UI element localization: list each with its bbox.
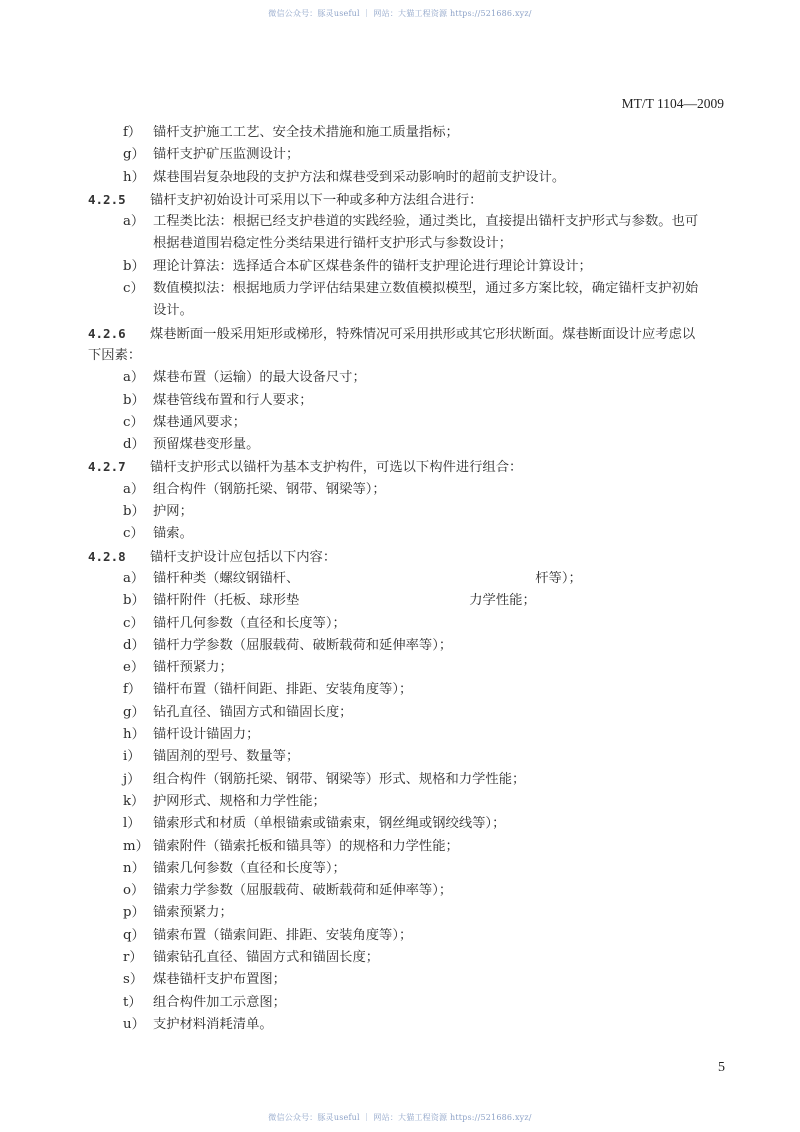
section-continuation: 下因素： xyxy=(88,347,142,363)
item-label: a） xyxy=(123,214,145,230)
section-number: 4.2.5 xyxy=(88,191,126,207)
page-number: 5 xyxy=(718,1060,725,1075)
item-text: 锚杆布置（锚杆间距、排距、安装角度等）； xyxy=(153,682,413,698)
list-item xyxy=(90,947,740,969)
list-item xyxy=(90,501,740,523)
item-text: 锚杆预紧力； xyxy=(153,660,233,676)
item-label: l） xyxy=(123,816,141,832)
item-label: e） xyxy=(123,660,145,676)
item-label: m） xyxy=(123,838,149,854)
item-label: c） xyxy=(123,281,144,297)
item-text: 煤巷通风要求； xyxy=(153,414,247,430)
item-label: r） xyxy=(123,949,143,965)
section-number: 4.2.8 xyxy=(88,548,126,564)
list-item xyxy=(90,702,740,724)
item-text: 锚杆种类（螺纹钢锚杆、 xyxy=(153,570,300,586)
item-text: 锚索力学参数（屈服载荷、破断载荷和延伸率等）； xyxy=(153,883,453,899)
item-text: 预留煤巷变形量。 xyxy=(153,437,260,453)
item-label: t） xyxy=(123,994,142,1010)
list-item xyxy=(90,613,740,635)
item-text: 锚杆支护矿压监测设计； xyxy=(153,147,300,163)
item-label: o） xyxy=(123,883,145,899)
item-label: k） xyxy=(123,793,145,809)
list-item xyxy=(90,122,740,144)
section-number: 4.2.7 xyxy=(88,459,126,475)
list-item xyxy=(90,1014,740,1036)
list-item xyxy=(90,390,740,412)
item-label: b） xyxy=(123,593,145,609)
item-text: 数值模拟法：根据地质力学评估结果建立数值模拟模型，通过多方案比较，确定锚杆支护初始 xyxy=(153,281,699,297)
section-text: 锚杆支护初始设计可采用以下一种或多种方法组合进行： xyxy=(150,192,483,208)
item-text: 锚杆几何参数（直径和长度等）； xyxy=(153,615,346,631)
list-item xyxy=(90,479,740,501)
document-body xyxy=(90,122,740,1036)
item-label: f） xyxy=(123,125,142,140)
list-item xyxy=(90,523,740,545)
section-text: 锚杆支护设计应包括以下内容： xyxy=(150,549,337,565)
list-item xyxy=(90,657,740,679)
section-4-2-8 xyxy=(88,546,740,568)
list-item xyxy=(90,412,740,434)
list-item xyxy=(90,925,740,947)
section-4-2-5 xyxy=(88,189,740,211)
list-item xyxy=(90,880,740,902)
item-label: p） xyxy=(123,905,145,921)
item-label: c） xyxy=(123,526,144,542)
item-text: 组合构件加工示意图； xyxy=(153,994,286,1010)
standard-number: MT/T 1104—2009 xyxy=(621,96,724,111)
item-label: s） xyxy=(123,972,144,988)
item-text: 锚索布置（锚索间距、排距、安装角度等）； xyxy=(153,927,413,943)
list-item xyxy=(90,256,740,278)
item-label: c） xyxy=(123,414,144,430)
item-text: 煤巷锚杆支护布置图； xyxy=(153,972,286,988)
list-item xyxy=(90,969,740,991)
list-item xyxy=(90,791,740,813)
item-text: 煤巷管线布置和行人要求； xyxy=(153,392,313,408)
item-label: b） xyxy=(123,392,145,408)
item-label: g） xyxy=(123,704,145,720)
item-text: 煤巷布置（运输）的最大设备尺寸； xyxy=(153,370,366,386)
item-text: 锚索几何参数（直径和长度等）； xyxy=(153,860,346,876)
item-label: i） xyxy=(123,749,141,765)
item-text: 工程类比法：根据已经支护巷道的实践经验，通过类比，直接提出锚杆支护形式与参数。也可 xyxy=(153,214,699,230)
item-label: h） xyxy=(123,727,145,743)
list-item xyxy=(90,746,740,768)
list-item xyxy=(90,769,740,791)
list-item xyxy=(90,568,740,590)
list-item-continuation: 根据巷道围岩稳定性分类结果进行锚杆支护形式与参数设计； xyxy=(153,236,513,252)
list-item xyxy=(90,211,740,233)
item-label: g） xyxy=(123,147,145,163)
item-text: 煤巷围岩复杂地段的支护方法和煤巷受到采动影响时的超前支护设计。 xyxy=(153,169,566,185)
item-label: b） xyxy=(123,504,145,520)
item-text: 锚杆支护施工工艺、安全技术措施和施工质量指标； xyxy=(153,125,459,140)
list-item xyxy=(90,992,740,1014)
list-item-continuation: 设计。 xyxy=(153,303,193,319)
item-text: 锚索形式和材质（单根锚索或锚索束，钢丝绳或钢绞线等）； xyxy=(153,816,506,832)
item-text: 护网； xyxy=(153,504,193,520)
item-text: 锚索。 xyxy=(153,526,193,542)
watermark-top: 微信公众号：豚灵useful ｜ 网站：大猫工程资源 https://521686.xyz/ xyxy=(268,9,532,18)
list-item xyxy=(90,836,740,858)
item-label: c） xyxy=(123,615,144,631)
section-text: 锚杆支护形式以锚杆为基本支护构件，可选以下构件进行组合： xyxy=(150,460,523,476)
list-item xyxy=(90,858,740,880)
item-text: 理论计算法：选择适合本矿区煤巷条件的锚杆支护理论进行理论计算设计； xyxy=(153,258,592,274)
item-label: j） xyxy=(123,771,141,787)
list-item xyxy=(90,902,740,924)
list-item xyxy=(90,813,740,835)
item-text: 锚杆设计锚固力； xyxy=(153,727,260,743)
item-label: d） xyxy=(123,437,145,453)
item-label: n） xyxy=(123,860,145,876)
item-text: 锚杆力学参数（屈服载荷、破断载荷和延伸率等）； xyxy=(153,637,453,653)
item-label: b） xyxy=(123,258,145,274)
list-item xyxy=(90,590,740,612)
list-item xyxy=(90,144,740,166)
item-label: h） xyxy=(123,169,145,185)
item-text: 钻孔直径、锚固方式和锚固长度； xyxy=(153,704,353,720)
item-label: q） xyxy=(123,927,145,943)
item-label: a） xyxy=(123,370,145,386)
section-4-2-6 xyxy=(88,323,740,345)
list-item xyxy=(90,724,740,746)
item-text: 护网形式、规格和力学性能； xyxy=(153,793,326,809)
list-item xyxy=(90,679,740,701)
section-number: 4.2.6 xyxy=(88,325,126,341)
watermark-bottom: 微信公众号：豚灵useful ｜ 网站：大猫工程资源 https://521686.xyz/ xyxy=(268,1113,532,1122)
item-label: u） xyxy=(123,1016,145,1032)
item-label: a） xyxy=(123,570,145,586)
item-label: d） xyxy=(123,637,145,653)
section-text: 煤巷断面一般采用矩形或梯形，特殊情况可采用拱形或其它形状断面。煤巷断面设计应考虑以 xyxy=(150,326,696,342)
item-label: f） xyxy=(123,682,142,698)
item-text: 锚杆附件（托板、球形垫 xyxy=(153,593,300,609)
list-item xyxy=(90,635,740,657)
list-item xyxy=(90,367,740,389)
item-text: 锚索附件（锚索托板和锚具等）的规格和力学性能； xyxy=(153,838,459,854)
item-text-after-gap: 力学性能； xyxy=(469,593,536,609)
section-4-2-7 xyxy=(88,456,740,478)
item-label: a） xyxy=(123,481,145,497)
item-text: 锚索预紧力； xyxy=(153,905,233,921)
item-text: 支护材料消耗清单。 xyxy=(153,1016,273,1032)
item-text-after-gap: 杆等）； xyxy=(535,570,582,586)
item-text: 组合构件（钢筋托梁、钢带、钢梁等）； xyxy=(153,481,386,497)
list-item xyxy=(90,167,740,189)
list-item xyxy=(90,434,740,456)
item-text: 锚索钻孔直径、锚固方式和锚固长度； xyxy=(153,949,380,965)
item-text: 锚固剂的型号、数量等； xyxy=(153,749,300,765)
list-item xyxy=(90,278,740,300)
item-text: 组合构件（钢筋托梁、钢带、钢梁等）形式、规格和力学性能； xyxy=(153,771,526,787)
